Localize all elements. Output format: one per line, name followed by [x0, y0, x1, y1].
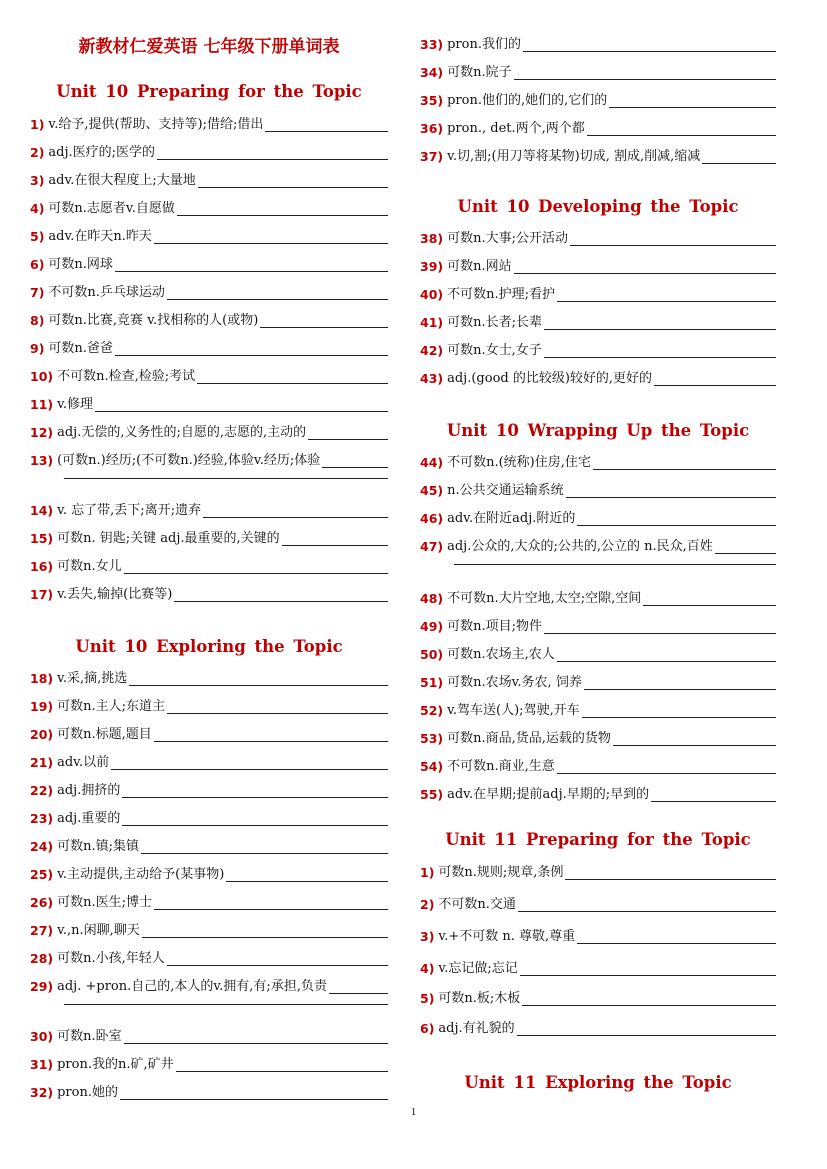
vocab-entry — [420, 584, 776, 606]
vocab-entry — [420, 640, 776, 662]
vocab-entry — [30, 580, 388, 602]
entry-definition: 可数n.卧室 — [57, 1029, 122, 1044]
vocab-entry — [30, 446, 388, 468]
answer-blank[interactable] — [142, 923, 388, 938]
entry-number: 16) — [30, 559, 54, 574]
answer-blank[interactable] — [120, 1085, 388, 1100]
entry-definition: 不可数n.交通 — [438, 897, 516, 912]
answer-blank[interactable] — [124, 559, 388, 574]
vocab-entry — [30, 496, 388, 518]
answer-blank[interactable] — [514, 259, 776, 274]
vocab-entry — [420, 696, 776, 718]
vocab-entry — [420, 224, 776, 246]
vocab-entry — [420, 858, 776, 880]
entry-definition: 可数n.医生;博士 — [57, 895, 152, 910]
vocab-entry — [420, 504, 776, 526]
entry-definition: 可数n.爸爸 — [48, 341, 113, 356]
entry-number: 20) — [30, 727, 54, 742]
answer-blank[interactable] — [122, 783, 388, 798]
answer-blank[interactable] — [520, 961, 776, 976]
entry-number: 5) — [420, 991, 435, 1006]
vocab-entry — [420, 668, 776, 690]
entry-number: 11) — [30, 397, 54, 412]
entry-number: 2) — [420, 897, 435, 912]
entry-definition: v.忘记做;忘记 — [438, 961, 518, 976]
entry-definition: 可数n.标题,题目 — [57, 727, 152, 742]
entry-definition: 不可数n.乒乓球运动 — [48, 285, 165, 300]
entry-number: 55) — [420, 787, 444, 802]
entry-definition: (可数n.)经历;(不可数n.)经验,体验v.经历;体验 — [57, 453, 321, 468]
entry-definition: 可数n.院子 — [447, 65, 512, 80]
vocab-entry — [420, 724, 776, 746]
entry-number: 9) — [30, 341, 45, 356]
answer-blank[interactable] — [265, 117, 388, 132]
answer-blank-continuation[interactable] — [454, 564, 776, 565]
answer-blank[interactable] — [115, 257, 388, 272]
answer-blank[interactable] — [654, 371, 776, 386]
entry-definition: adv.在很大程度上;大量地 — [48, 173, 196, 188]
entry-definition: 不可数n.商业,生意 — [447, 759, 555, 774]
answer-blank[interactable] — [544, 619, 776, 634]
answer-blank[interactable] — [198, 173, 388, 188]
entry-definition: adj. +pron.自己的,本人的v.拥有,有;承担,负责 — [57, 979, 327, 994]
section-heading: Unit 11 Preparing for the Topic — [445, 830, 751, 849]
entry-number: 6) — [30, 257, 45, 272]
vocab-entry — [30, 166, 388, 188]
section-heading: Unit 10 Wrapping Up the Topic — [446, 421, 750, 440]
entry-definition: 可数n. 钥匙;关键 adj.最重要的,关键的 — [57, 531, 280, 546]
answer-blank[interactable] — [226, 867, 388, 882]
answer-blank[interactable] — [157, 145, 388, 160]
entry-number: 39) — [420, 259, 444, 274]
answer-blank-continuation[interactable] — [64, 1004, 388, 1005]
vocab-entry — [420, 890, 776, 912]
entry-number: 4) — [30, 201, 45, 216]
entry-definition: 可数n.商品,货品,运载的货物 — [447, 731, 611, 746]
answer-blank[interactable] — [154, 895, 388, 910]
entry-definition: v. 忘了带,丢下;离开;遗弃 — [57, 503, 202, 518]
entry-definition: adj.医疗的;医学的 — [48, 145, 156, 160]
entry-definition: adj.拥挤的 — [57, 783, 121, 798]
entry-definition: v.切,割;(用刀等将某物)切成, 割成,削减,缩减 — [447, 149, 701, 164]
vocab-entry — [30, 418, 388, 440]
answer-blank[interactable] — [167, 699, 388, 714]
answer-blank[interactable] — [577, 511, 776, 526]
vocab-entry — [420, 752, 776, 774]
vocab-entry — [420, 448, 776, 470]
vocab-entry — [30, 972, 388, 994]
vocab-entry — [30, 916, 388, 938]
vocab-entry — [30, 362, 388, 384]
answer-blank[interactable] — [613, 731, 776, 746]
vocab-entry — [30, 748, 388, 770]
vocab-entry — [30, 524, 388, 546]
entry-number: 25) — [30, 867, 54, 882]
entry-number: 6) — [420, 1021, 435, 1036]
answer-blank[interactable] — [557, 759, 776, 774]
vocab-entry — [30, 552, 388, 574]
entry-number: 27) — [30, 923, 54, 938]
entry-number: 38) — [420, 231, 444, 246]
entry-definition: n.公共交通运输系统 — [447, 483, 564, 498]
entry-number: 19) — [30, 699, 54, 714]
entry-definition: adj.有礼貌的 — [438, 1021, 515, 1036]
entry-definition: 可数n.小孩,年轻人 — [57, 951, 165, 966]
vocab-entry — [420, 922, 776, 944]
entry-number: 40) — [420, 287, 444, 302]
entry-definition: pron.她的 — [57, 1085, 118, 1100]
entry-number: 35) — [420, 93, 444, 108]
vocab-entry — [30, 692, 388, 714]
entry-definition: v.,n.闲聊,聊天 — [57, 923, 140, 938]
entry-definition: adv.以前 — [57, 755, 110, 770]
entry-number: 41) — [420, 315, 444, 330]
vocab-entry — [420, 308, 776, 330]
vocab-entry — [30, 194, 388, 216]
vocab-entry — [420, 532, 776, 554]
vocab-entry — [420, 984, 776, 1006]
entry-definition: adv.在昨天n.昨天 — [48, 229, 152, 244]
entry-definition: 可数n.板;木板 — [438, 991, 521, 1006]
answer-blank[interactable] — [129, 671, 388, 686]
answer-blank[interactable] — [176, 1057, 388, 1072]
entry-definition: 可数n.农场主,农人 — [447, 647, 555, 662]
entry-definition: 可数n.志愿者v.自愿做 — [48, 201, 175, 216]
entry-number: 54) — [420, 759, 444, 774]
vocab-entry — [420, 58, 776, 80]
answer-blank[interactable] — [282, 531, 388, 546]
entry-number: 17) — [30, 587, 54, 602]
entry-definition: v.采,摘,挑选 — [57, 671, 128, 686]
entry-number: 10) — [30, 369, 54, 384]
vocab-entry — [420, 612, 776, 634]
vocab-entry — [30, 804, 388, 826]
entry-number: 31) — [30, 1057, 54, 1072]
entry-definition: adj.重要的 — [57, 811, 121, 826]
page-number: 1 — [410, 1106, 417, 1118]
entry-number: 21) — [30, 755, 54, 770]
entry-number: 43) — [420, 371, 444, 386]
entry-number: 52) — [420, 703, 444, 718]
answer-blank[interactable] — [154, 727, 388, 742]
entry-number: 4) — [420, 961, 435, 976]
page-title: 新教材仁爱英语 七年级下册单词表 — [78, 37, 340, 57]
entry-number: 1) — [30, 117, 45, 132]
vocab-entry — [30, 334, 388, 356]
answer-blank[interactable] — [557, 647, 776, 662]
entry-number: 36) — [420, 121, 444, 136]
entry-number: 53) — [420, 731, 444, 746]
entry-definition: 可数n.主人;东道主 — [57, 699, 165, 714]
vocab-entry — [30, 138, 388, 160]
answer-blank[interactable] — [518, 897, 776, 912]
answer-blank[interactable] — [124, 1029, 388, 1044]
answer-blank[interactable] — [122, 811, 388, 826]
entry-definition: 可数n.女士,女子 — [447, 343, 542, 358]
vocab-entry — [30, 222, 388, 244]
answer-blank[interactable] — [111, 755, 388, 770]
vocab-entry — [420, 30, 776, 52]
entry-number: 44) — [420, 455, 444, 470]
entry-definition: pron.我们的 — [447, 37, 521, 52]
vocab-entry — [420, 114, 776, 136]
entry-definition: 可数n.项目;物件 — [447, 619, 542, 634]
vocab-entry — [30, 250, 388, 272]
vocab-entry — [30, 278, 388, 300]
answer-blank[interactable] — [167, 951, 388, 966]
vocab-entry — [30, 306, 388, 328]
entry-definition: 可数n.农场v.务农, 饲养 — [447, 675, 582, 690]
entry-number: 14) — [30, 503, 54, 518]
entry-number: 18) — [30, 671, 54, 686]
entry-number: 32) — [30, 1085, 54, 1100]
entry-number: 42) — [420, 343, 444, 358]
entry-definition: v.驾车送(人);驾驶,开车 — [447, 703, 580, 718]
entry-number: 45) — [420, 483, 444, 498]
entry-number: 7) — [30, 285, 45, 300]
vocab-entry — [420, 252, 776, 274]
entry-definition: adj.无偿的,义务性的;自愿的,志愿的,主动的 — [57, 425, 307, 440]
answer-blank[interactable] — [593, 455, 776, 470]
entry-number: 23) — [30, 811, 54, 826]
entry-definition: 可数n.比赛,竞赛 v.找相称的人(或物) — [48, 313, 259, 328]
answer-blank[interactable] — [582, 703, 776, 718]
vocab-entry — [30, 832, 388, 854]
entry-definition: 不可数n.护理;看护 — [447, 287, 555, 302]
entry-definition: adv.在早期;提前adj.早期的;早到的 — [447, 787, 650, 802]
vocab-entry — [420, 780, 776, 802]
answer-blank[interactable] — [609, 93, 776, 108]
section-heading: Unit 10 Preparing for the Topic — [56, 82, 362, 101]
entry-definition: adj.公众的,大众的;公共的,公立的 n.民众,百姓 — [447, 539, 713, 554]
entry-number: 3) — [420, 929, 435, 944]
answer-blank[interactable] — [523, 37, 776, 52]
entry-number: 1) — [420, 865, 435, 880]
entry-definition: 可数n.网站 — [447, 259, 512, 274]
entry-number: 24) — [30, 839, 54, 854]
entry-number: 26) — [30, 895, 54, 910]
vocab-entry — [30, 664, 388, 686]
entry-definition: v.主动提供,主动给予(某事物) — [57, 867, 225, 882]
vocab-entry — [30, 888, 388, 910]
answer-blank[interactable] — [115, 341, 388, 356]
entry-number: 29) — [30, 979, 54, 994]
entry-definition: 可数n.女儿 — [57, 559, 122, 574]
answer-blank[interactable] — [584, 675, 776, 690]
entry-number: 8) — [30, 313, 45, 328]
entry-number: 22) — [30, 783, 54, 798]
vocab-entry — [420, 476, 776, 498]
answer-blank[interactable] — [517, 1021, 776, 1036]
vocab-entry — [420, 954, 776, 976]
vocab-entry — [30, 720, 388, 742]
entry-definition: v.给予,提供(帮助、支持等);借给;借出 — [48, 117, 264, 132]
entry-definition: 可数n.大事;公开活动 — [447, 231, 568, 246]
vocab-entry — [30, 1050, 388, 1072]
entry-definition: v.+不可数 n. 尊敬,尊重 — [438, 929, 576, 944]
entry-definition: 可数n.网球 — [48, 257, 113, 272]
answer-blank[interactable] — [570, 231, 776, 246]
entry-definition: 可数n.规则;规章,条例 — [438, 865, 564, 880]
entry-number: 3) — [30, 173, 45, 188]
section-heading: Unit 10 Developing the Topic — [457, 197, 739, 216]
entry-number: 12) — [30, 425, 54, 440]
vocab-entry — [30, 110, 388, 132]
entry-definition: 不可数n.(统称)住房,住宅 — [447, 455, 591, 470]
vocab-entry — [30, 776, 388, 798]
vocab-entry — [30, 860, 388, 882]
section-heading: Unit 11 Exploring the Topic — [464, 1073, 732, 1092]
answer-blank[interactable] — [197, 369, 388, 384]
entry-number: 30) — [30, 1029, 54, 1044]
answer-blank-continuation[interactable] — [64, 478, 388, 479]
vocab-entry — [420, 280, 776, 302]
entry-number: 28) — [30, 951, 54, 966]
entry-definition: 不可数n.大片空地,太空;空隙,空间 — [447, 591, 642, 606]
entry-definition: v.丢失,输掉(比赛等) — [57, 587, 173, 602]
answer-blank[interactable] — [577, 929, 776, 944]
entry-number: 15) — [30, 531, 54, 546]
entry-definition: adv.在附近adj.附近的 — [447, 511, 576, 526]
entry-number: 33) — [420, 37, 444, 52]
entry-definition: 可数n.长者;长辈 — [447, 315, 542, 330]
entry-number: 51) — [420, 675, 444, 690]
vocab-entry — [420, 336, 776, 358]
answer-blank[interactable] — [174, 587, 388, 602]
answer-blank[interactable] — [522, 991, 776, 1006]
answer-blank[interactable] — [141, 839, 388, 854]
vocab-entry — [30, 944, 388, 966]
vocab-entry — [420, 364, 776, 386]
entry-definition: pron.我的n.矿,矿井 — [57, 1057, 174, 1072]
answer-blank[interactable] — [544, 315, 776, 330]
entry-number: 37) — [420, 149, 444, 164]
entry-number: 47) — [420, 539, 444, 554]
answer-blank[interactable] — [715, 539, 776, 554]
vocab-entry — [420, 1014, 776, 1036]
entry-definition: 可数n.镇;集镇 — [57, 839, 139, 854]
section-heading: Unit 10 Exploring the Topic — [75, 637, 343, 656]
answer-blank[interactable] — [566, 483, 776, 498]
answer-blank[interactable] — [565, 865, 776, 880]
answer-blank[interactable] — [587, 121, 776, 136]
entry-number: 34) — [420, 65, 444, 80]
answer-blank[interactable] — [651, 787, 776, 802]
entry-definition: 不可数n.检查,检验;考试 — [57, 369, 196, 384]
answer-blank[interactable] — [177, 201, 388, 216]
vocab-entry — [30, 390, 388, 412]
vocab-entry — [30, 1078, 388, 1100]
answer-blank[interactable] — [702, 149, 776, 164]
entry-definition: v.修理 — [57, 397, 94, 412]
vocab-entry — [30, 1022, 388, 1044]
entry-number: 13) — [30, 453, 54, 468]
vocab-entry — [420, 142, 776, 164]
entry-number: 5) — [30, 229, 45, 244]
entry-number: 50) — [420, 647, 444, 662]
answer-blank[interactable] — [322, 453, 388, 468]
entry-number: 2) — [30, 145, 45, 160]
answer-blank[interactable] — [329, 979, 388, 994]
entry-definition: adj.(good 的比较级)较好的,更好的 — [447, 371, 653, 386]
answer-blank[interactable] — [203, 503, 388, 518]
answer-blank[interactable] — [154, 229, 388, 244]
entry-number: 49) — [420, 619, 444, 634]
entry-number: 48) — [420, 591, 444, 606]
vocab-entry — [420, 86, 776, 108]
answer-blank[interactable] — [308, 425, 388, 440]
answer-blank[interactable] — [260, 313, 388, 328]
answer-blank[interactable] — [514, 65, 776, 80]
entry-number: 46) — [420, 511, 444, 526]
answer-blank[interactable] — [557, 287, 776, 302]
answer-blank[interactable] — [544, 343, 776, 358]
answer-blank[interactable] — [643, 591, 776, 606]
answer-blank[interactable] — [167, 285, 388, 300]
entry-definition: pron., det.两个,两个都 — [447, 121, 585, 136]
entry-definition: pron.他们的,她们的,它们的 — [447, 93, 608, 108]
answer-blank[interactable] — [95, 397, 388, 412]
